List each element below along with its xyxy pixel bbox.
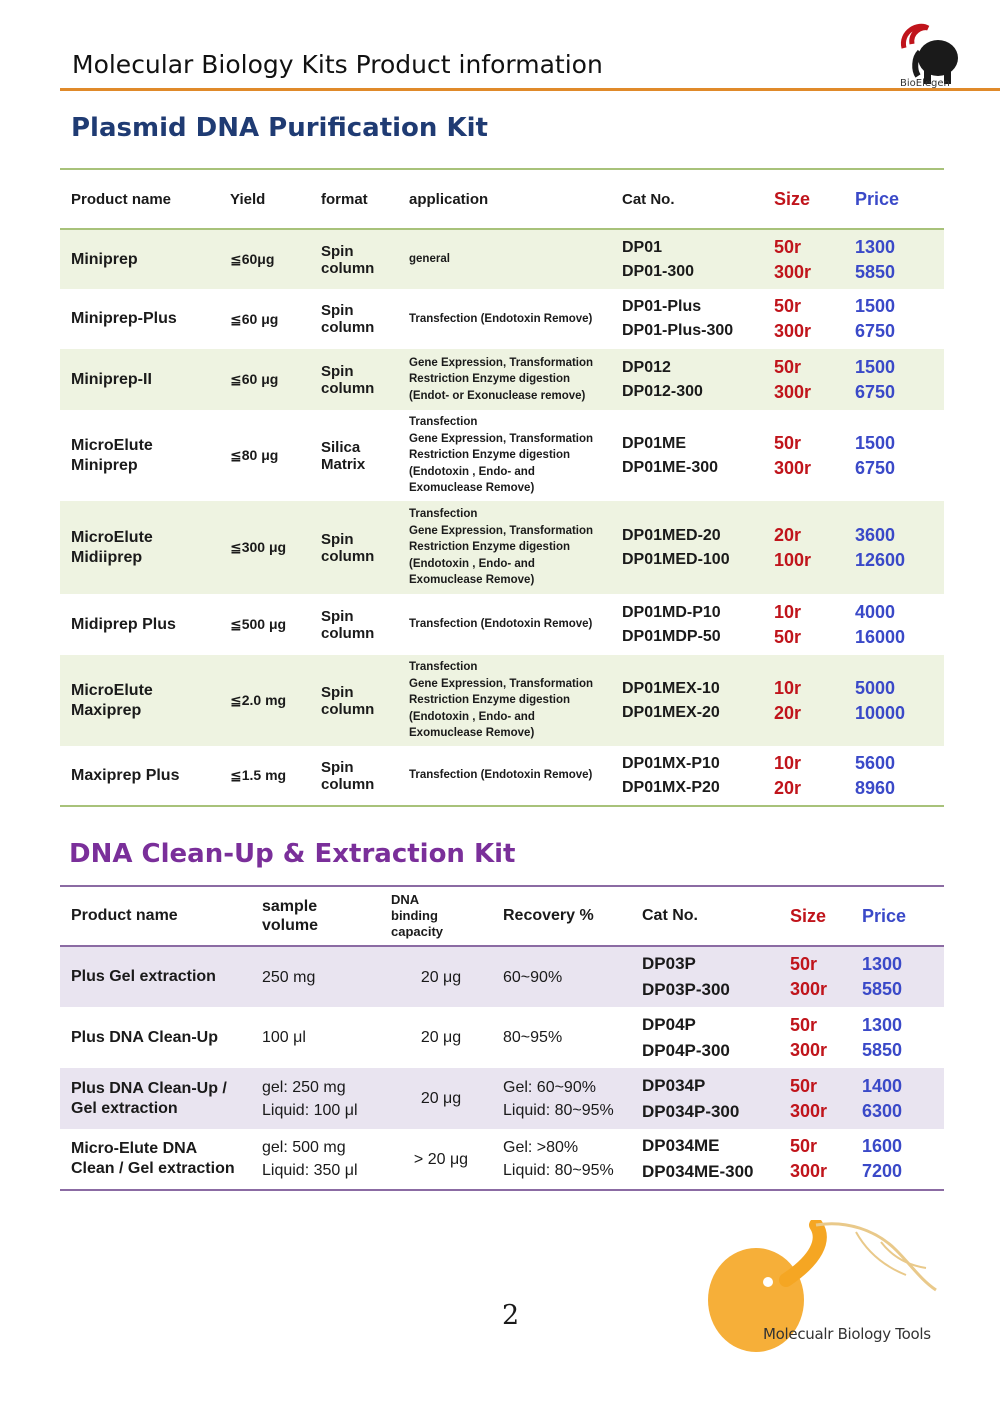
logo-wordmark: BioElegen xyxy=(900,78,950,89)
application-cell xyxy=(398,594,611,655)
cat-no-cell xyxy=(611,410,763,501)
cell-line: DP01-Plus-300 xyxy=(622,322,734,339)
footer-brand-text: Molecualr Biology Tools xyxy=(763,1325,931,1343)
binding-capacity-cell: 20 μg xyxy=(420,968,462,986)
yield-cell: ≦80 μg xyxy=(230,447,279,463)
cell-line: Transfection xyxy=(409,661,478,674)
cell-line: 3600 xyxy=(855,524,896,545)
cell-line: DP012 xyxy=(622,358,671,376)
format-cell xyxy=(310,289,398,349)
cell-line: DP01MD-P10 xyxy=(622,603,721,621)
table-row xyxy=(60,655,944,746)
cell-line: Restriction Enzyme digestion xyxy=(409,449,571,462)
cat-no-cell xyxy=(611,229,763,289)
cell-line: DP04P xyxy=(642,1014,696,1034)
price-cell xyxy=(851,946,944,1007)
price-cell xyxy=(844,655,944,746)
cell-line: Gene Expression, Transformation xyxy=(409,524,594,537)
cell-line: 5600 xyxy=(855,752,896,773)
table-row xyxy=(60,501,944,594)
col-header-cat-no: Cat No. xyxy=(622,190,675,208)
col-header-price: Price xyxy=(855,188,900,209)
cell-line: 20r xyxy=(774,777,802,798)
recovery-cell xyxy=(492,1129,631,1190)
format-cell xyxy=(310,594,398,655)
cat-no-cell xyxy=(631,1007,779,1068)
cell-line: 6750 xyxy=(855,321,896,341)
cell-line: DP01ME-300 xyxy=(622,458,719,476)
price-cell xyxy=(844,289,944,349)
recovery-cell xyxy=(492,1068,631,1129)
cell-line: 300r xyxy=(790,1100,828,1121)
cell-line: Maxiprep xyxy=(71,701,142,719)
cell-line: 5850 xyxy=(855,261,896,282)
cat-no-cell xyxy=(611,746,763,806)
cell-line: Gene Expression, Transformation xyxy=(409,677,594,690)
cell-line: gel: 500 mg xyxy=(262,1139,346,1156)
cell-line: column xyxy=(321,319,375,336)
cell-line: Miniprep-Plus xyxy=(71,310,177,327)
product-name-cell xyxy=(60,289,219,349)
col-header-recovery: Recovery % xyxy=(503,907,594,924)
table-header-row xyxy=(60,169,944,229)
cell-line: Transfection xyxy=(409,416,478,429)
cell-line: 16000 xyxy=(855,626,906,647)
cell-line: DP01MX-P10 xyxy=(622,754,720,772)
cell-line: 50r xyxy=(790,954,818,974)
cell-line: Transfection (Endotoxin Remove) xyxy=(409,312,593,325)
cleanup-section-title: DNA Clean-Up & Extraction Kit xyxy=(69,839,516,869)
table-row xyxy=(60,1007,944,1068)
cell-line: DP01ME xyxy=(622,434,687,452)
cell-line: DP034ME-300 xyxy=(642,1162,754,1181)
header-divider xyxy=(60,88,1000,91)
cell-line: 5000 xyxy=(855,677,896,698)
table-row xyxy=(60,946,944,1007)
cell-line: Transfection (Endotoxin Remove) xyxy=(409,618,593,631)
cell-line: 100r xyxy=(774,549,812,570)
cell-line: Exomuclease Remove) xyxy=(409,482,535,495)
cell-line: Spin xyxy=(321,362,354,380)
binding-capacity-cell: 20 μg xyxy=(420,1090,462,1107)
plasmid-section-title: Plasmid DNA Purification Kit xyxy=(71,113,488,143)
cell-line: 10r xyxy=(774,752,802,773)
cell-line: 20r xyxy=(774,702,802,723)
size-cell xyxy=(779,1007,851,1068)
cell-line: (Endot- or Exonuclease remove) xyxy=(409,389,586,402)
cell-line: 7200 xyxy=(862,1161,903,1181)
cleanup-kit-table xyxy=(60,885,944,1191)
cat-no-cell xyxy=(611,289,763,349)
table-row xyxy=(60,349,944,410)
table-row xyxy=(60,229,944,289)
cat-no-cell xyxy=(611,349,763,410)
cell-line: 300r xyxy=(790,979,828,999)
cell-line: Restriction Enzyme digestion xyxy=(409,373,571,386)
size-cell xyxy=(763,229,844,289)
table-row xyxy=(60,1068,944,1129)
cell-line: Miniprep-II xyxy=(71,370,152,388)
application-cell xyxy=(398,349,611,410)
cell-line: 6750 xyxy=(855,457,896,478)
sample-volume-cell xyxy=(251,1007,390,1068)
cell-line: Silica xyxy=(321,438,361,456)
cell-line: (Endotoxin , Endo- and xyxy=(409,710,535,723)
product-name-cell xyxy=(60,655,219,746)
binding-capacity-cell: 20 μg xyxy=(420,1029,462,1046)
application-cell xyxy=(398,501,611,594)
cell-line: 50r xyxy=(790,1075,818,1096)
cell-line: 50r xyxy=(774,296,802,316)
cell-line: Matrix xyxy=(321,455,366,473)
cell-line: DP01MED-20 xyxy=(622,526,721,544)
product-name-cell xyxy=(60,1007,251,1068)
cell-line: 1500 xyxy=(855,356,896,377)
cell-line: Liquid: 100 μl xyxy=(262,1101,358,1119)
product-name-cell xyxy=(60,229,219,289)
page-number: 2 xyxy=(502,1300,520,1331)
cell-line: Spin xyxy=(321,242,354,260)
cell-line: 50r xyxy=(774,236,802,257)
cell-line: 6750 xyxy=(855,381,896,402)
cat-no-cell xyxy=(631,1068,779,1129)
cell-line: DP01MED-100 xyxy=(622,550,730,568)
price-cell xyxy=(844,410,944,501)
product-name-cell xyxy=(60,1129,251,1190)
cell-line: Spin xyxy=(321,607,354,625)
table-row xyxy=(60,746,944,806)
sample-volume-cell xyxy=(251,1068,390,1129)
application-cell xyxy=(398,289,611,349)
price-cell xyxy=(851,1007,944,1068)
yield-cell: ≦500 μg xyxy=(230,616,287,632)
cell-line: Spin xyxy=(321,530,354,548)
cell-line: 80~95% xyxy=(503,1029,563,1046)
application-cell xyxy=(398,655,611,746)
col-header-product-name: Product name xyxy=(71,907,178,924)
plasmid-kit-table xyxy=(60,168,944,807)
cell-line: DP01MX-P20 xyxy=(622,778,720,796)
cell-line: column xyxy=(321,259,375,277)
format-cell xyxy=(310,410,398,501)
cell-line: MicroElute xyxy=(71,681,153,699)
cell-line: DP01MEX-20 xyxy=(622,703,720,721)
cell-line: 12600 xyxy=(855,549,906,570)
cell-line: Midiiprep xyxy=(71,548,143,566)
binding-capacity-cell: > 20 μg xyxy=(413,1150,469,1168)
cell-line: Micro-Elute DNA xyxy=(71,1140,198,1157)
cell-line: Gel: >80% xyxy=(503,1139,579,1156)
cell-line: 60~90% xyxy=(503,968,563,986)
cell-line: column xyxy=(321,624,375,642)
yield-cell: ≦60 μg xyxy=(230,371,279,387)
recovery-cell xyxy=(492,946,631,1007)
cell-line: DP01MDP-50 xyxy=(622,627,721,645)
sample-volume-cell xyxy=(251,946,390,1007)
cell-line: 4000 xyxy=(855,601,896,622)
product-name-cell xyxy=(60,410,219,501)
cell-line: DP01 xyxy=(622,238,663,256)
cell-line: general xyxy=(409,253,450,266)
size-cell xyxy=(779,1129,851,1190)
price-cell xyxy=(851,1068,944,1129)
cell-line: 100 μl xyxy=(262,1029,306,1046)
cell-line: 10r xyxy=(774,601,802,622)
cell-line: Plus Gel extraction xyxy=(71,968,216,985)
cell-line: 300r xyxy=(774,381,812,402)
cell-line: 10r xyxy=(774,677,802,698)
cat-no-cell xyxy=(611,655,763,746)
cell-line: column xyxy=(321,775,375,793)
size-cell xyxy=(763,594,844,655)
page-header-title: Molecular Biology Kits Product information xyxy=(72,50,603,79)
cell-line: 250 mg xyxy=(262,968,316,986)
cell-line: DP01-300 xyxy=(622,262,695,280)
cell-line: Gel extraction xyxy=(71,1099,178,1117)
cell-line: Plus DNA Clean-Up xyxy=(71,1028,218,1046)
product-name-cell xyxy=(60,746,219,806)
cell-line: Restriction Enzyme digestion xyxy=(409,541,571,554)
cell-line: 5850 xyxy=(862,1039,903,1060)
cell-line: gel: 250 mg xyxy=(262,1078,346,1096)
cell-line: DP03P xyxy=(642,954,696,973)
cell-line: Liquid: 80~95% xyxy=(503,1162,614,1179)
price-cell xyxy=(851,1129,944,1190)
cell-line: (Endotoxin , Endo- and xyxy=(409,557,535,570)
cell-line: column xyxy=(321,700,375,718)
cell-line: 50r xyxy=(774,626,802,647)
cell-line: Plus DNA Clean-Up / xyxy=(71,1079,227,1097)
application-cell xyxy=(398,410,611,501)
application-cell xyxy=(398,746,611,806)
price-cell xyxy=(844,594,944,655)
table-row xyxy=(60,1129,944,1190)
cell-line: Exomuclease Remove) xyxy=(409,574,535,587)
cell-line: 50r xyxy=(774,432,802,453)
cat-no-cell xyxy=(631,1129,779,1190)
product-name-cell xyxy=(60,594,219,655)
cell-line: (Endotoxin , Endo- and xyxy=(409,465,535,478)
cell-line: 50r xyxy=(790,1136,818,1156)
product-name-cell xyxy=(60,946,251,1007)
cat-no-cell xyxy=(631,946,779,1007)
col-header-binding-capacity xyxy=(390,886,492,946)
format-cell xyxy=(310,501,398,594)
header-line: binding xyxy=(391,908,438,923)
cell-line: Transfection xyxy=(409,508,478,521)
cell-line: Miniprep xyxy=(71,456,138,474)
format-cell xyxy=(310,229,398,289)
col-header-price: Price xyxy=(862,905,907,926)
cell-line: 5850 xyxy=(862,979,903,999)
product-name-cell xyxy=(60,501,219,594)
cell-line: 1500 xyxy=(855,432,896,453)
product-name-cell xyxy=(60,1068,251,1129)
cell-line: Midiprep Plus xyxy=(71,615,176,633)
sample-volume-cell xyxy=(251,1129,390,1190)
col-header-size: Size xyxy=(790,905,827,926)
table-row xyxy=(60,594,944,655)
product-name-cell xyxy=(60,349,219,410)
col-header-size: Size xyxy=(774,188,811,209)
header-line: sample xyxy=(262,898,318,915)
cell-line: Maxiprep Plus xyxy=(71,766,180,784)
cell-line: DP04P-300 xyxy=(642,1040,730,1060)
cell-line: Spin xyxy=(321,302,354,319)
cat-no-cell xyxy=(611,594,763,655)
format-cell xyxy=(310,349,398,410)
cell-line: 1600 xyxy=(862,1136,903,1156)
cell-line: 8960 xyxy=(855,777,896,798)
cell-line: 1300 xyxy=(862,1014,903,1035)
cell-line: column xyxy=(321,547,375,565)
cell-line: Liquid: 350 μl xyxy=(262,1162,358,1179)
cat-no-cell xyxy=(611,501,763,594)
size-cell xyxy=(763,410,844,501)
cell-line: Clean / Gel extraction xyxy=(71,1160,235,1177)
table-row xyxy=(60,289,944,349)
cell-line: Gene Expression, Transformation xyxy=(409,432,594,445)
cell-line: 300r xyxy=(774,321,812,341)
recovery-cell xyxy=(492,1007,631,1068)
cell-line: MicroElute xyxy=(71,528,153,546)
cell-line: 1300 xyxy=(855,236,896,257)
cell-line: DP034ME xyxy=(642,1136,720,1155)
cell-line: Exomuclease Remove) xyxy=(409,727,535,740)
cell-line: 10000 xyxy=(855,702,906,723)
price-cell xyxy=(844,501,944,594)
cell-line: DP034P xyxy=(642,1075,706,1095)
format-cell xyxy=(310,746,398,806)
col-header-product-name: Product name xyxy=(71,190,172,208)
col-header-application: application xyxy=(409,190,489,208)
cell-line: 1400 xyxy=(862,1075,903,1096)
price-cell xyxy=(844,349,944,410)
cell-line: Liquid: 80~95% xyxy=(503,1101,614,1119)
col-header-sample-volume xyxy=(251,886,390,946)
table-header-row xyxy=(60,886,944,946)
yield-cell: ≦300 μg xyxy=(230,539,287,555)
col-header-format: format xyxy=(321,190,368,208)
application-cell xyxy=(398,229,611,289)
col-header-yield: Yield xyxy=(230,190,266,208)
yield-cell: ≦60μg xyxy=(230,251,275,267)
size-cell xyxy=(763,289,844,349)
price-cell xyxy=(844,229,944,289)
cell-line: Gel: 60~90% xyxy=(503,1078,596,1096)
cell-line: 300r xyxy=(790,1039,828,1060)
cell-line: DP012-300 xyxy=(622,382,703,400)
size-cell xyxy=(779,946,851,1007)
cell-line: 300r xyxy=(790,1161,828,1181)
size-cell xyxy=(779,1068,851,1129)
cell-line: 300r xyxy=(774,261,812,282)
cell-line: 20r xyxy=(774,524,802,545)
cell-line: 50r xyxy=(774,356,802,377)
cell-line: 6300 xyxy=(862,1100,903,1121)
price-cell xyxy=(844,746,944,806)
cell-line: DP03P-300 xyxy=(642,980,730,999)
header-line: capacity xyxy=(391,924,444,939)
yield-cell: ≦2.0 mg xyxy=(230,692,287,708)
cell-line: DP01-Plus xyxy=(622,298,702,315)
size-cell xyxy=(763,349,844,410)
size-cell xyxy=(763,655,844,746)
cell-line: 50r xyxy=(790,1014,818,1035)
cell-line: Transfection (Endotoxin Remove) xyxy=(409,769,593,782)
cell-line: 1300 xyxy=(862,954,903,974)
cell-line: Miniprep xyxy=(71,250,138,268)
cell-line: 1500 xyxy=(855,296,896,316)
cell-line: Gene Expression, Transformation xyxy=(409,356,594,369)
cell-line: MicroElute xyxy=(71,436,153,454)
size-cell xyxy=(763,501,844,594)
header-line: volume xyxy=(262,917,319,934)
cell-line: DP034P-300 xyxy=(642,1101,740,1121)
col-header-cat-no: Cat No. xyxy=(642,907,698,924)
cell-line: column xyxy=(321,379,375,397)
yield-cell: ≦1.5 mg xyxy=(230,767,287,783)
cell-line: DP01MEX-10 xyxy=(622,679,720,697)
size-cell xyxy=(763,746,844,806)
header-line: DNA xyxy=(391,892,420,907)
table-row xyxy=(60,410,944,501)
cell-line: Spin xyxy=(321,758,354,776)
cell-line: 300r xyxy=(774,457,812,478)
cell-line: Spin xyxy=(321,683,354,701)
cell-line: Restriction Enzyme digestion xyxy=(409,694,571,707)
yield-cell: ≦60 μg xyxy=(230,310,279,327)
format-cell xyxy=(310,655,398,746)
